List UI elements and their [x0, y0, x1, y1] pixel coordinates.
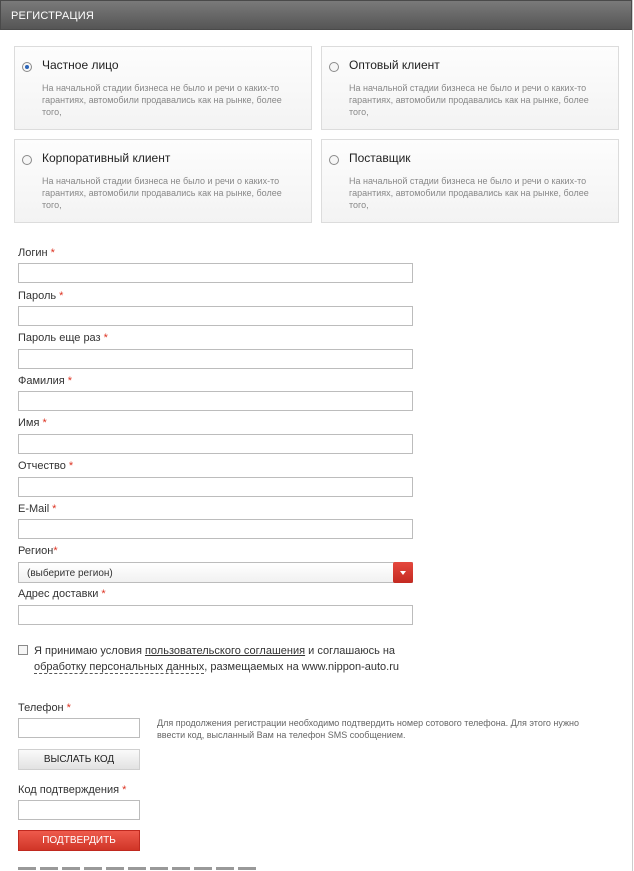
client-type-title: Поставщик: [349, 151, 411, 165]
required-mark: *: [52, 503, 57, 515]
registration-header: [0, 0, 632, 30]
agreement-checkbox[interactable]: [18, 645, 28, 655]
required-mark: *: [122, 784, 127, 796]
phone-label: Телефон *: [18, 702, 71, 714]
radio-corporate[interactable]: [22, 155, 32, 165]
login-input[interactable]: [18, 263, 413, 283]
cut-off-text-line: [18, 866, 258, 871]
radio-wholesale[interactable]: [329, 62, 339, 72]
required-mark: *: [50, 247, 55, 259]
client-type-private[interactable]: [14, 46, 312, 130]
email-label: E-Mail *: [18, 503, 57, 515]
password-input[interactable]: [18, 306, 413, 326]
region-select[interactable]: [18, 562, 413, 583]
phone-input[interactable]: [18, 718, 140, 738]
password-repeat-label: Пароль еще раз *: [18, 332, 108, 344]
password-label: Пароль *: [18, 290, 64, 302]
code-input[interactable]: [18, 800, 140, 820]
chevron-down-icon[interactable]: [393, 562, 413, 583]
client-type-description: На начальной стадии бизнеса не было и речи о каких-то гарантиях, автомобили продавались как на рынке, более того,: [349, 176, 589, 210]
middle-name-label: Отчество *: [18, 460, 74, 472]
last-name-label: Фамилия *: [18, 375, 72, 387]
client-type-description: На начальной стадии бизнеса не было и речи о каких-то гарантиях, автомобили продавались как на рынке, более того,: [42, 83, 282, 117]
required-mark: *: [66, 702, 71, 714]
client-type-wholesale[interactable]: [321, 46, 619, 130]
right-border: [632, 0, 633, 871]
client-type-title: Частное лицо: [42, 58, 119, 72]
required-mark: *: [42, 417, 47, 429]
client-type-title: Корпоративный клиент: [42, 151, 171, 165]
email-input[interactable]: [18, 519, 413, 539]
last-name-input[interactable]: [18, 391, 413, 411]
region-select-value: (выберите регион): [27, 568, 113, 579]
required-mark: *: [101, 588, 106, 600]
radio-private[interactable]: [22, 62, 32, 72]
required-mark: *: [103, 332, 108, 344]
middle-name-input[interactable]: [18, 477, 413, 497]
privacy-link[interactable]: обработку персональных данных: [34, 661, 205, 673]
required-mark: *: [68, 460, 74, 472]
password-repeat-input[interactable]: [18, 349, 413, 369]
client-type-corporate[interactable]: [14, 139, 312, 223]
first-name-input[interactable]: [18, 434, 413, 454]
client-type-description: На начальной стадии бизнеса не было и речи о каких-то гарантиях, автомобили продавались как на рынке, более того,: [349, 83, 589, 117]
login-label: Логин *: [18, 247, 55, 259]
code-label: Код подтверждения *: [18, 784, 127, 796]
confirm-button[interactable]: ПОДТВЕРДИТЬ: [18, 830, 140, 851]
address-label: Адрес доставки *: [18, 588, 106, 600]
registration-title: РЕГИСТРАЦИЯ: [11, 10, 94, 22]
required-mark: *: [67, 375, 72, 387]
client-type-supplier[interactable]: [321, 139, 619, 223]
send-code-button[interactable]: ВЫСЛАТЬ КОД: [18, 749, 140, 770]
agreement-text: Я принимаю условия пользовательского соглашения и соглашаюсь на обработку персональных данных, размещаемых на www.nippon-auto.ru: [34, 645, 399, 673]
required-mark: *: [59, 290, 64, 302]
radio-supplier[interactable]: [329, 155, 339, 165]
terms-link[interactable]: пользовательского соглашения: [144, 645, 306, 657]
client-type-title: Оптовый клиент: [349, 58, 440, 72]
first-name-label: Имя *: [18, 417, 47, 429]
phone-note: Для продолжения регистрации необходимо подтвердить номер сотового телефона. Для этого нужно ввести код, высланный Вам на телефон SMS сообщением.: [157, 718, 579, 740]
client-type-description: На начальной стадии бизнеса не было и речи о каких-то гарантиях, автомобили продавались как на рынке, более того,: [42, 176, 282, 210]
required-mark: *: [53, 545, 58, 557]
address-input[interactable]: [18, 605, 413, 625]
region-label: Регион*: [18, 545, 58, 557]
